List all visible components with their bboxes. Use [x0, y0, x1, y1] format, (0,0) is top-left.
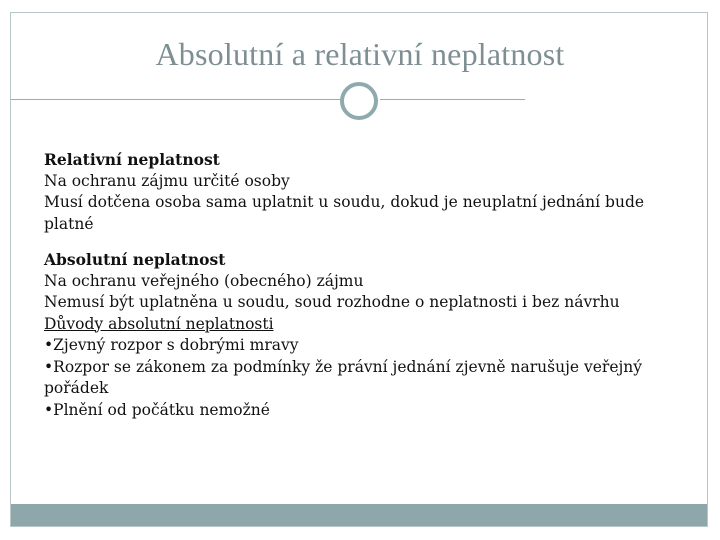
section-spacer	[44, 235, 664, 249]
absolute-line-2: Nemusí být uplatněna u soudu, soud rozhodne o neplatnosti i bez návrhu	[44, 293, 620, 311]
relative-line-1: Na ochranu zájmu určité osoby	[44, 171, 290, 190]
slide-title: Absolutní a relativní neplatnost	[155, 36, 565, 72]
reason-bullet-2: •Rozpor se zákonem za podmínky že právní jednání zjevně narušuje veřejný pořádek	[44, 357, 643, 397]
reasons-subheading: Důvody absolutní neplatnosti	[44, 314, 274, 333]
slide-content	[44, 149, 664, 421]
absolute-line-1: Na ochranu veřejného (obecného) zájmu	[44, 271, 364, 290]
section-heading-relative: Relativní neplatnost	[44, 150, 220, 169]
bottom-accent-bar	[11, 504, 707, 526]
relative-line-2: Musí dotčena osoba sama uplatnit u soudu, dokud je neuplatní jednání bude platné	[44, 193, 645, 233]
section-heading-absolute: Absolutní neplatnost	[44, 250, 226, 269]
title-divider-right	[380, 99, 525, 100]
reason-bullet-3: •Plnění od počátku nemožné	[44, 400, 270, 419]
circle-ornament-icon	[340, 82, 378, 120]
reason-bullet-1: •Zjevný rozpor s dobrými mravy	[44, 336, 299, 354]
title-divider-left	[11, 99, 341, 100]
